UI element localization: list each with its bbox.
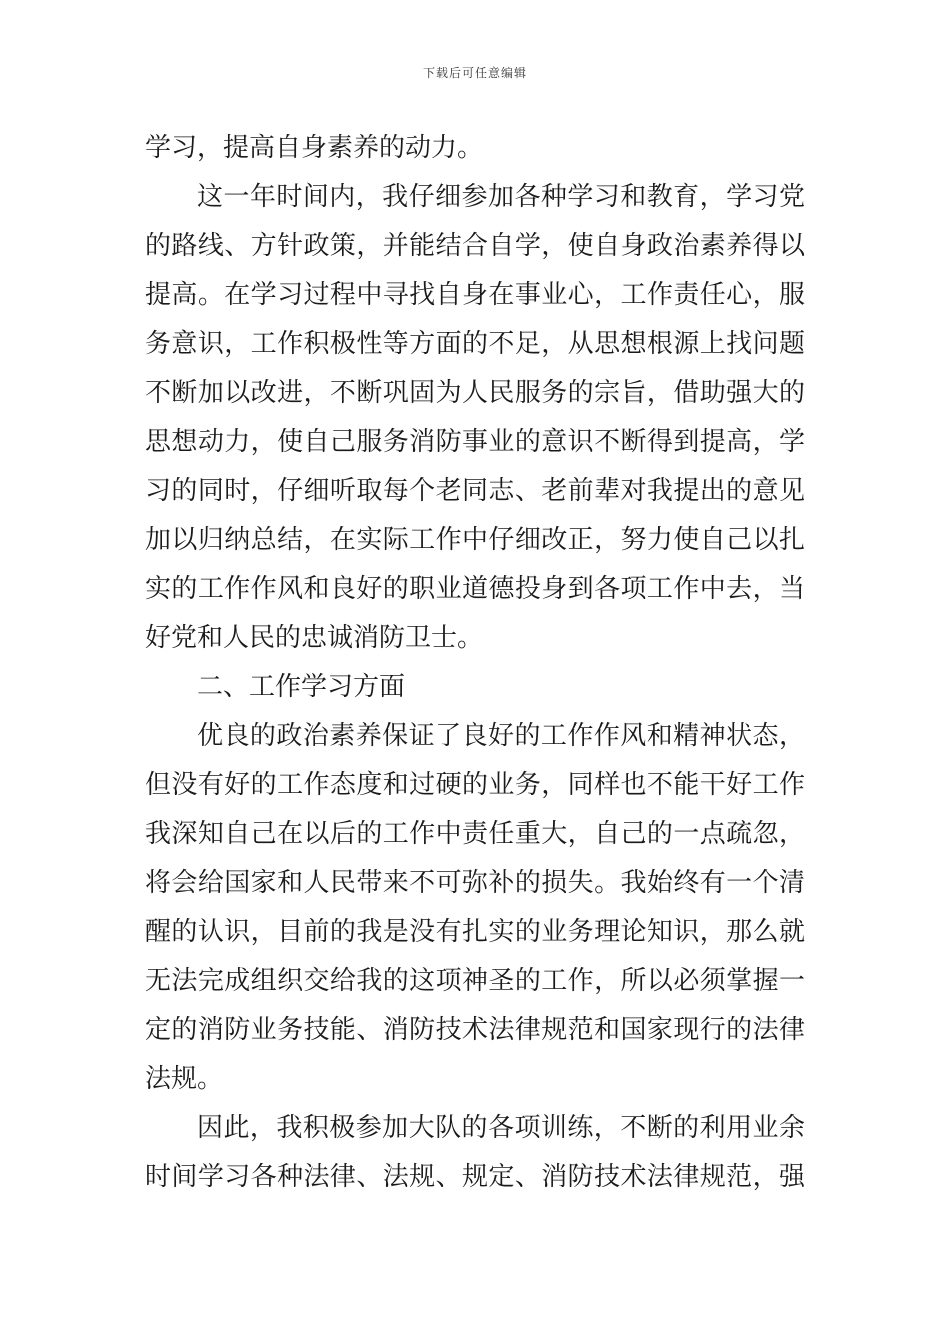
text-line: 思想动力，使自己服务消防事业的意识不断得到提高，学 [145, 427, 805, 457]
text-line: 法规。 [145, 1064, 224, 1094]
document-body [145, 124, 805, 1202]
text-line: 实的工作作风和良好的职业道德投身到各项工作中去，当 [145, 574, 805, 604]
text-line: 务意识，工作积极性等方面的不足，从思想根源上找问题 [145, 329, 805, 359]
text-line: 醒的认识，目前的我是没有扎实的业务理论知识，那么就 [145, 917, 805, 947]
text-line: 的路线、方针政策，并能结合自学，使自身政治素养得以 [145, 231, 805, 261]
text-line: 好党和人民的忠诚消防卫士。 [145, 623, 484, 653]
text-line: 习的同时，仔细听取每个老同志、老前辈对我提出的意见 [145, 476, 805, 506]
text-line: 但没有好的工作态度和过硬的业务，同样也不能干好工作 [145, 770, 805, 800]
text-line: 时间学习各种法律、法规、规定、消防技术法律规范，强 [145, 1162, 805, 1192]
text-line: 二、工作学习方面 [197, 672, 406, 702]
text-line: 加以归纳总结，在实际工作中仔细改正，努力使自己以扎 [145, 525, 805, 555]
text-line: 将会给国家和人民带来不可弥补的损失。我始终有一个清 [145, 868, 805, 898]
text-line: 这一年时间内，我仔细参加各种学习和教育，学习党 [197, 182, 805, 212]
text-line: 不断加以改进，不断巩固为人民服务的宗旨，借助强大的 [145, 378, 805, 408]
text-line: 定的消防业务技能、消防技术法律规范和国家现行的法律 [145, 1015, 805, 1045]
page-header: 下载后可任意编辑 [422, 66, 527, 80]
text-line: 无法完成组织交给我的这项神圣的工作，所以必须掌握一 [145, 966, 805, 996]
text-line: 学习，提高自身素养的动力。 [145, 133, 484, 163]
text-line: 优良的政治素养保证了良好的工作作风和精神状态， [197, 721, 805, 751]
text-line: 提高。在学习过程中寻找自身在事业心，工作责任心，服 [145, 280, 805, 310]
text-line: 因此，我积极参加大队的各项训练，不断的利用业余 [197, 1113, 805, 1143]
text-line: 我深知自己在以后的工作中责任重大，自己的一点疏忽， [145, 819, 805, 849]
